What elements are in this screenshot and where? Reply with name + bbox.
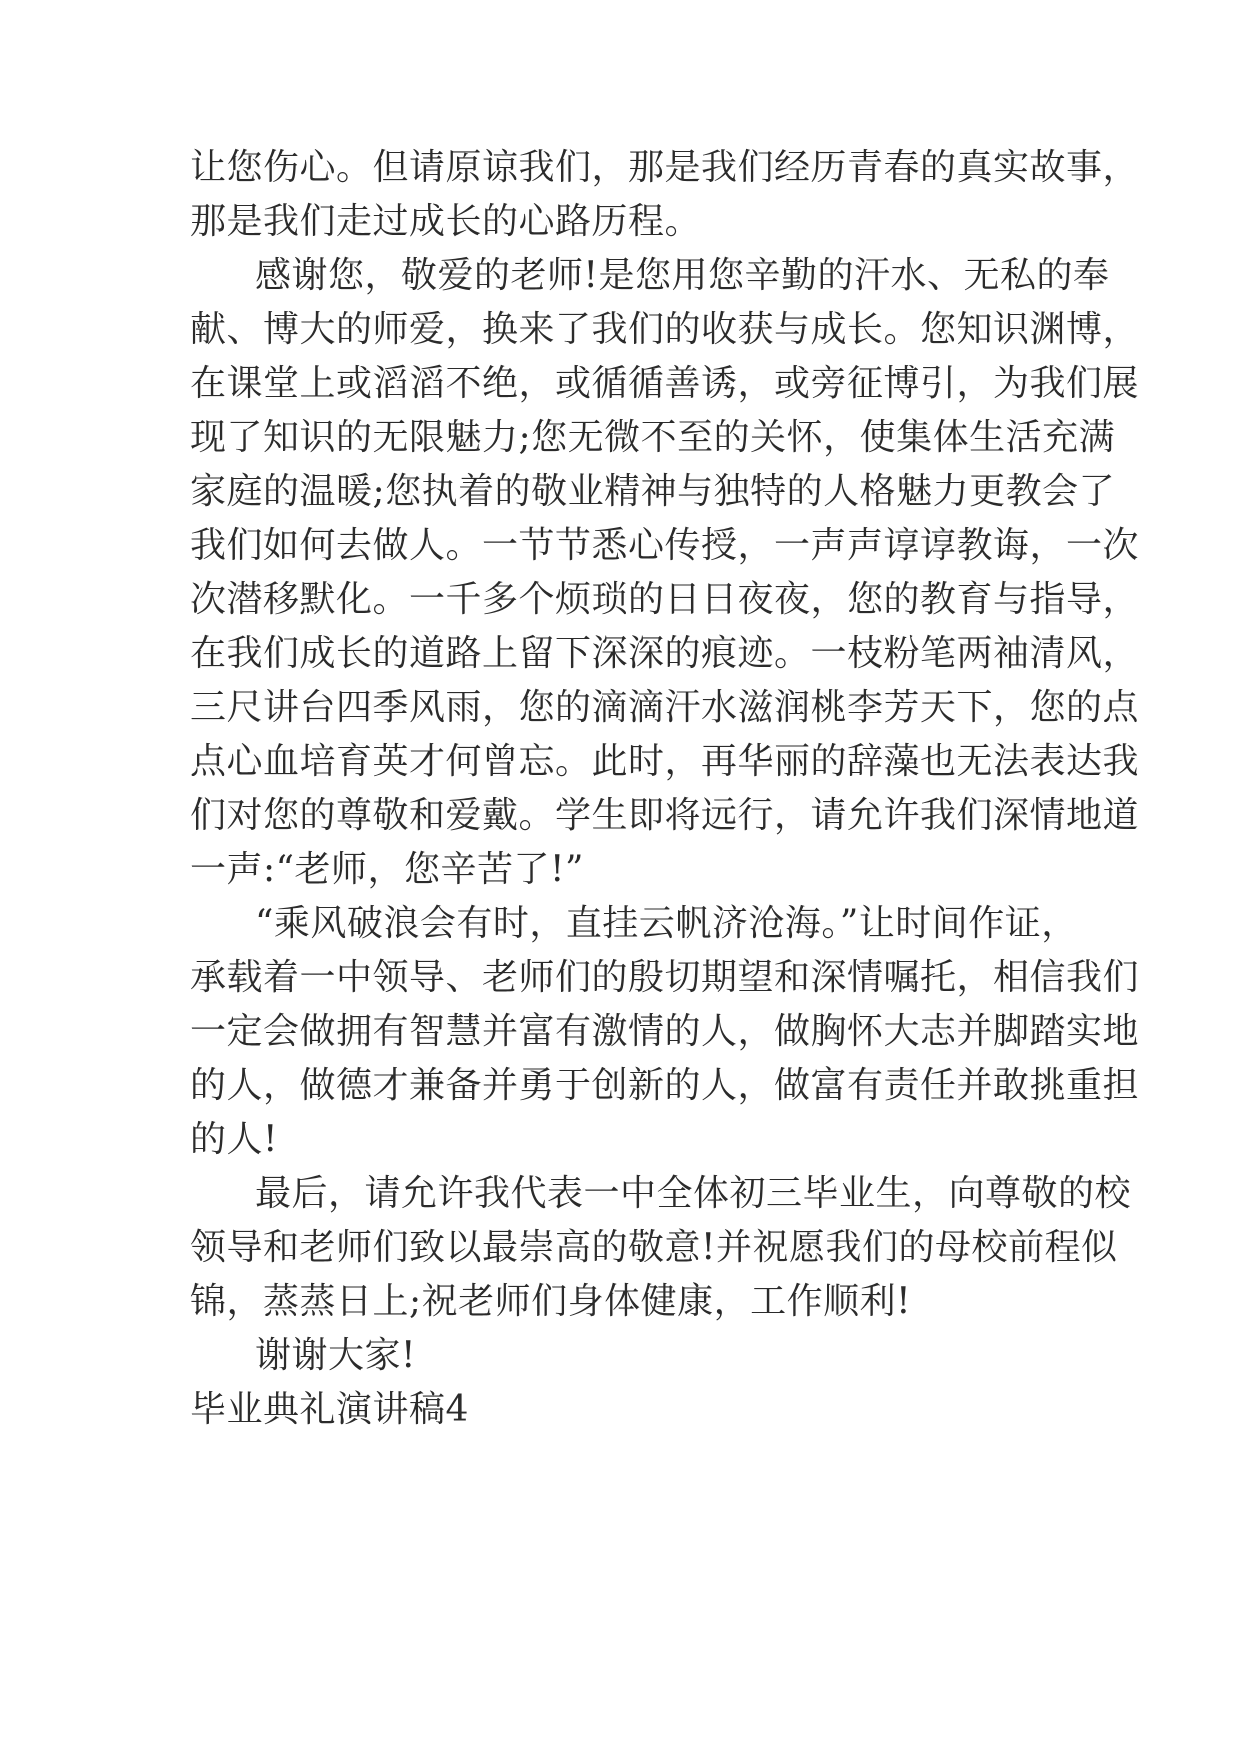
text-line: 次潜移默化。一千多个烦琐的日日夜夜，您的教育与指导， xyxy=(190,579,1140,620)
text-line: 领导和老师们致以最崇高的敬意!并祝愿我们的母校前程似 xyxy=(190,1227,1118,1268)
text-line: 让您伤心。但请原谅我们，那是我们经历青春的真实故事， xyxy=(190,147,1140,188)
section-heading: 毕业典礼演讲稿4 xyxy=(190,1389,469,1430)
text-line: 们对您的尊敬和爱戴。学生即将远行，请允许我们深情地道 xyxy=(190,795,1140,836)
text-line: 一定会做拥有智慧并富有激情的人，做胸怀大志并脚踏实地 xyxy=(190,1011,1140,1052)
text-line: “乘风破浪会有时，直挂云帆济沧海。”让时间作证， xyxy=(255,903,1078,944)
text-line: 一声:“老师，您辛苦了!” xyxy=(190,849,584,890)
text-line: 家庭的温暖;您执着的敬业精神与独特的人格魅力更教会了 xyxy=(190,471,1116,512)
text-line: 感谢您，敬爱的老师!是您用您辛勤的汗水、无私的奉 xyxy=(255,255,1110,296)
text-line: 最后，请允许我代表一中全体初三毕业生，向尊敬的校 xyxy=(255,1173,1132,1214)
text-line: 献、博大的师爱，换来了我们的收获与成长。您知识渊博， xyxy=(190,309,1140,350)
text-line: 的人，做德才兼备并勇于创新的人，做富有责任并敢挑重担 xyxy=(190,1065,1140,1106)
text-line: 点心血培育英才何曾忘。此时，再华丽的辞藻也无法表达我 xyxy=(190,741,1140,782)
text-line: 三尺讲台四季风雨，您的滴滴汗水滋润桃李芳天下，您的点 xyxy=(190,687,1140,728)
text-line: 我们如何去做人。一节节悉心传授，一声声谆谆教诲，一次 xyxy=(190,525,1140,566)
text-line: 锦，蒸蒸日上;祝老师们身体健康，工作顺利! xyxy=(190,1281,912,1322)
text-line: 承载着一中领导、老师们的殷切期望和深情嘱托，相信我们 xyxy=(190,957,1140,998)
text-line: 在我们成长的道路上留下深深的痕迹。一枝粉笔两袖清风， xyxy=(190,633,1140,674)
text-line: 现了知识的无限魅力;您无微不至的关怀，使集体生活充满 xyxy=(190,417,1116,458)
text-line: 的人! xyxy=(190,1119,278,1160)
text-line: 谢谢大家! xyxy=(255,1335,416,1376)
text-line: 在课堂上或滔滔不绝，或循循善诱，或旁征博引，为我们展 xyxy=(190,363,1140,404)
text-line: 那是我们走过成长的心路历程。 xyxy=(190,201,702,242)
